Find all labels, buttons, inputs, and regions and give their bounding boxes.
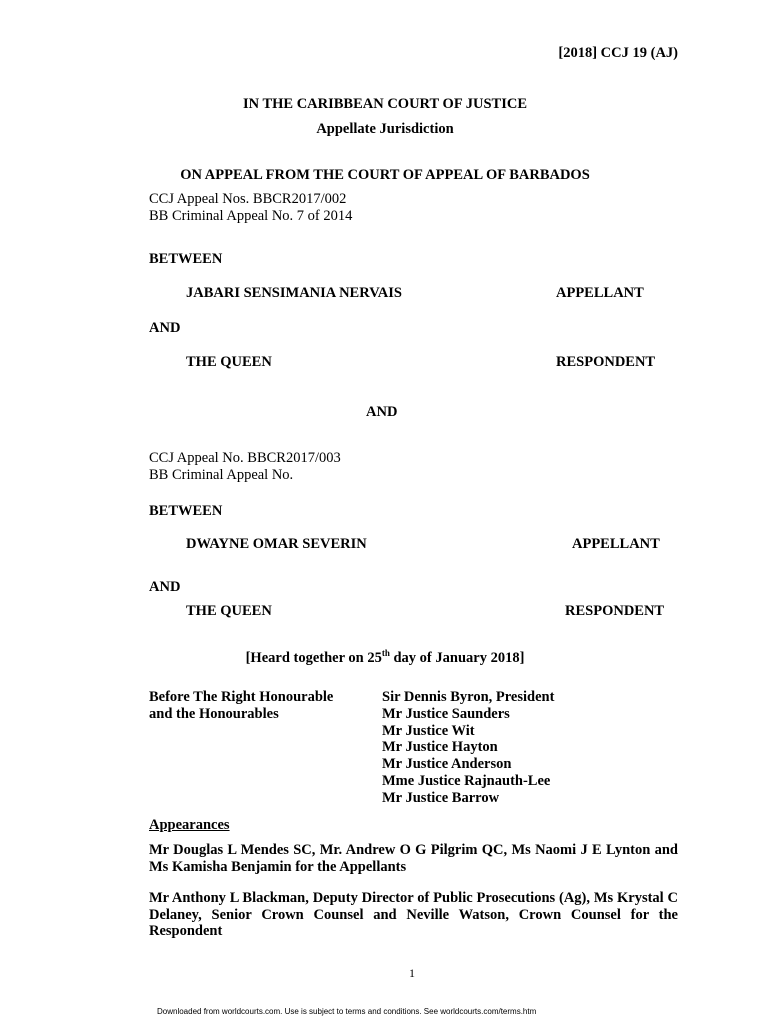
case1-criminal-appeal-number: BB Criminal Appeal No. 7 of 2014 — [149, 208, 353, 224]
case1-appellant-name: JABARI SENSIMANIA NERVAIS — [186, 285, 402, 301]
judge-name: Mr Justice Hayton — [382, 739, 498, 756]
case2-and-label: AND — [149, 579, 181, 595]
appellants-counsel: Mr Douglas L Mendes SC, Mr. Andrew O G Pilgrim QC, Ms Naomi J E Lynton and Ms Kamisha Benjamin for the Appellants — [149, 842, 678, 875]
respondent-counsel: Mr Anthony L Blackman, Deputy Director of Public Prosecutions (Ag), Ms Krystal C Delaney, Senior Crown Counsel and Neville Watson, Crown Counsel for the Respondent — [149, 890, 678, 939]
center-and-separator: AND — [366, 404, 398, 420]
download-footer: Downloaded from worldcourts.com. Use is subject to terms and conditions. See worldcourts.com/terms.htm — [157, 1007, 537, 1016]
bench-before-line1: Before The Right Honourable — [149, 689, 334, 705]
case1-between-label: BETWEEN — [149, 251, 223, 267]
case2-criminal-appeal-number: BB Criminal Appeal No. — [149, 467, 294, 483]
judge-name: Mr Justice Wit — [382, 722, 475, 739]
case1-appeal-number: CCJ Appeal Nos. BBCR2017/002 — [149, 191, 347, 207]
jurisdiction: Appellate Jurisdiction — [316, 121, 454, 137]
bench-before-line2: and the Honourables — [149, 706, 279, 722]
case1-appellant-role: APPELLANT — [556, 285, 644, 301]
case2-respondent-role: RESPONDENT — [565, 603, 665, 619]
judge-name: Mme Justice Rajnauth-Lee — [382, 772, 551, 789]
case-citation: [2018] CCJ 19 (AJ) — [558, 45, 678, 61]
judge-name: Mr Justice Saunders — [382, 705, 510, 722]
case2-respondent-name: THE QUEEN — [186, 603, 272, 619]
hearing-date-prefix: [Heard together on 25 — [245, 649, 382, 666]
court-title: IN THE CARIBBEAN COURT OF JUSTICE — [242, 96, 528, 112]
hearing-date-suffix: day of January 2018] — [389, 649, 525, 666]
case2-appellant-name: DWAYNE OMAR SEVERIN — [186, 536, 367, 552]
page-number: 1 — [409, 966, 415, 980]
appeal-from-heading: ON APPEAL FROM THE COURT OF APPEAL OF BARBADOS — [180, 167, 590, 183]
judge-name: Sir Dennis Byron, President — [382, 689, 555, 705]
case1-and-label: AND — [149, 320, 181, 336]
hearing-date-ordinal: th — [381, 648, 390, 658]
case2-between-label: BETWEEN — [149, 503, 223, 519]
appearances-heading: Appearances — [149, 817, 230, 833]
case1-respondent-name: THE QUEEN — [186, 354, 272, 370]
case2-appellant-role: APPELLANT — [572, 536, 660, 552]
judge-name: Mr Justice Barrow — [382, 789, 500, 806]
case2-appeal-number: CCJ Appeal No. BBCR2017/003 — [149, 450, 341, 466]
judge-name: Mr Justice Anderson — [382, 756, 512, 773]
bench-judges-list — [382, 689, 554, 807]
case1-respondent-role: RESPONDENT — [556, 354, 656, 370]
hearing-date — [0, 648, 770, 667]
